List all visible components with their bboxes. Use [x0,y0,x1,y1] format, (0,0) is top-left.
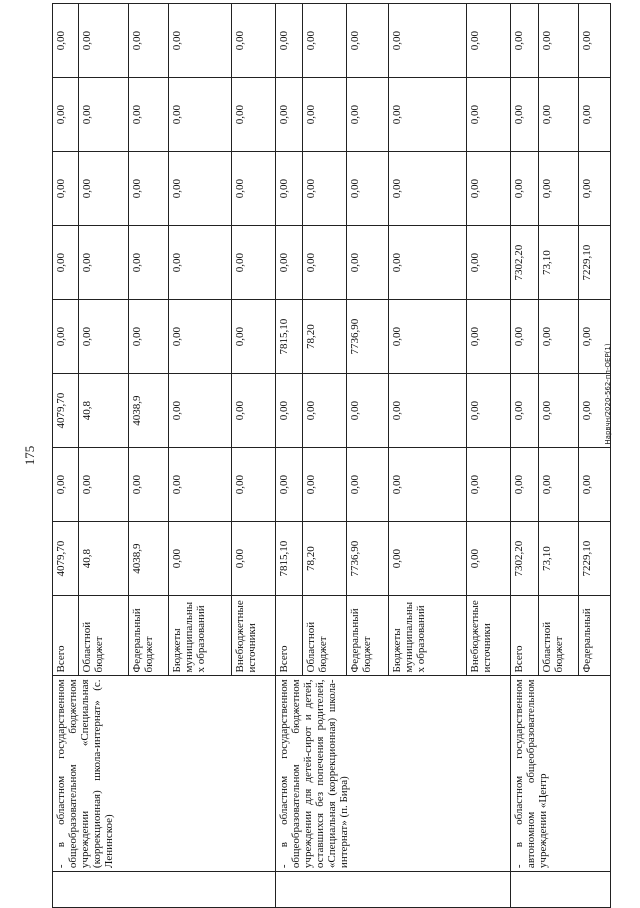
amount-cell: 0,00 [53,448,79,522]
amount-cell: 0,00 [169,374,232,448]
amount-cell: 0,00 [389,374,467,448]
institution-description: - в областном государственном автономном общеобразовательном учреждении «Центр [511,676,611,872]
amount-cell: 0,00 [511,374,539,448]
amount-cell: 0,00 [276,226,303,300]
table-row [53,4,79,908]
funding-source: Областной бюджет [303,596,347,676]
amount-cell: 0,00 [303,78,347,152]
amount-cell: 7229,10 [579,226,611,300]
funding-source: Областной бюджет [79,596,129,676]
amount-cell: 0,00 [389,300,467,374]
amount-cell: 0,00 [467,152,511,226]
amount-cell: 0,00 [347,226,389,300]
amount-cell: 0,00 [53,78,79,152]
amount-cell: 0,00 [232,448,276,522]
funding-source: Внебюджетные источники [232,596,276,676]
amount-cell: 0,00 [389,152,467,226]
amount-cell: 0,00 [276,78,303,152]
table-row [276,4,303,908]
institution-description: - в областном государственном общеобразовательном бюджетном учреждении для детей-сирот и детей, оставшихся без попечения родителей, «Специальная (коррекционная) школа-интернат» (п. Бира) [276,676,511,872]
amount-cell: 0,00 [169,152,232,226]
amount-cell: 7815,10 [276,300,303,374]
amount-cell: 0,00 [389,226,467,300]
amount-cell: 0,00 [276,448,303,522]
funding-source: Всего [511,596,539,676]
funding-source: Федеральный [579,596,611,676]
amount-cell: 0,00 [276,374,303,448]
amount-cell: 40,8 [79,522,129,596]
amount-cell: 0,00 [347,152,389,226]
amount-cell: 0,00 [579,374,611,448]
amount-cell: 4038,9 [129,522,169,596]
amount-cell: 0,00 [232,522,276,596]
amount-cell: 0,00 [79,300,129,374]
amount-cell: 0,00 [232,226,276,300]
amount-cell: 0,00 [347,448,389,522]
amount-cell: 7302,20 [511,226,539,300]
amount-cell: 0,00 [579,300,611,374]
amount-cell: 0,00 [276,4,303,78]
amount-cell: 0,00 [303,4,347,78]
page-number: 175 [22,445,37,466]
amount-cell: 0,00 [303,152,347,226]
amount-cell: 0,00 [79,226,129,300]
amount-cell: 0,00 [232,4,276,78]
stamp-text: Нарвчн/2020-562-пп-ОЕР(1) [604,343,612,445]
funding-source: Бюджеты муниципальны х образований [169,596,232,676]
funding-source: Федеральный бюджет [347,596,389,676]
amount-cell: 0,00 [511,78,539,152]
amount-cell: 0,00 [389,4,467,78]
amount-cell: 0,00 [303,448,347,522]
amount-cell: 0,00 [579,78,611,152]
amount-cell: 0,00 [129,300,169,374]
amount-cell: 0,00 [79,152,129,226]
amount-cell: 0,00 [539,4,579,78]
amount-cell: 0,00 [347,4,389,78]
amount-cell: 0,00 [232,374,276,448]
amount-cell: 0,00 [389,522,467,596]
amount-cell: 0,00 [276,152,303,226]
amount-cell: 0,00 [169,4,232,78]
index-cell [53,872,276,908]
index-cell [276,872,511,908]
amount-cell: 4079,70 [53,374,79,448]
amount-cell: 0,00 [303,226,347,300]
amount-cell: 0,00 [467,522,511,596]
amount-cell: 0,00 [169,522,232,596]
amount-cell: 78,20 [303,300,347,374]
amount-cell: 0,00 [579,448,611,522]
amount-cell: 0,00 [579,152,611,226]
funding-source: Областной бюджет [539,596,579,676]
amount-cell: 0,00 [79,448,129,522]
amount-cell: 7302,20 [511,522,539,596]
budget-table [52,3,611,908]
amount-cell: 78,20 [303,522,347,596]
amount-cell: 0,00 [129,78,169,152]
amount-cell: 0,00 [79,78,129,152]
amount-cell: 40,8 [79,374,129,448]
rotated-content [22,3,593,908]
funding-source: Внебюджетные источники [467,596,511,676]
funding-source: Федеральный бюджет [129,596,169,676]
amount-cell: 0,00 [169,300,232,374]
amount-cell: 0,00 [467,4,511,78]
amount-cell: 0,00 [129,448,169,522]
amount-cell: 0,00 [129,226,169,300]
amount-cell: 0,00 [389,78,467,152]
amount-cell: 0,00 [169,226,232,300]
amount-cell: 7736,90 [347,522,389,596]
amount-cell: 0,00 [539,374,579,448]
amount-cell: 0,00 [169,448,232,522]
amount-cell: 0,00 [539,448,579,522]
amount-cell: 0,00 [232,152,276,226]
funding-source: Всего [53,596,79,676]
amount-cell: 0,00 [53,300,79,374]
funding-source: Бюджеты муниципальны х образований [389,596,467,676]
amount-cell: 0,00 [511,152,539,226]
table-row [511,4,539,908]
amount-cell: 0,00 [53,152,79,226]
amount-cell: 7815,10 [276,522,303,596]
amount-cell: 0,00 [539,78,579,152]
amount-cell: 4079,70 [53,522,79,596]
amount-cell: 0,00 [389,448,467,522]
amount-cell: 0,00 [53,226,79,300]
amount-cell: 0,00 [467,300,511,374]
amount-cell: 0,00 [347,78,389,152]
registration-stamp [598,300,618,500]
amount-cell: 0,00 [232,78,276,152]
index-cell [511,872,611,908]
amount-cell: 0,00 [79,4,129,78]
institution-description: - в областном государственном общеобразовательном бюджетном учреждении «Специальная (коррекционная) школа-интернат» (с. Ленинское) [53,676,276,872]
amount-cell: 73,10 [539,522,579,596]
amount-cell: 0,00 [467,78,511,152]
amount-cell: 0,00 [303,374,347,448]
amount-cell: 0,00 [539,152,579,226]
amount-cell: 0,00 [347,374,389,448]
amount-cell: 0,00 [511,300,539,374]
amount-cell: 0,00 [129,4,169,78]
amount-cell: 7736,90 [347,300,389,374]
amount-cell: 0,00 [511,4,539,78]
funding-source: Всего [276,596,303,676]
amount-cell: 0,00 [511,448,539,522]
amount-cell: 7229,10 [579,522,611,596]
amount-cell: 0,00 [467,374,511,448]
amount-cell: 4038,9 [129,374,169,448]
amount-cell: 0,00 [129,152,169,226]
amount-cell: 73,10 [539,226,579,300]
amount-cell: 0,00 [579,4,611,78]
amount-cell: 0,00 [169,78,232,152]
amount-cell: 0,00 [467,448,511,522]
amount-cell: 0,00 [467,226,511,300]
amount-cell: 0,00 [232,300,276,374]
amount-cell: 0,00 [53,4,79,78]
amount-cell: 0,00 [539,300,579,374]
